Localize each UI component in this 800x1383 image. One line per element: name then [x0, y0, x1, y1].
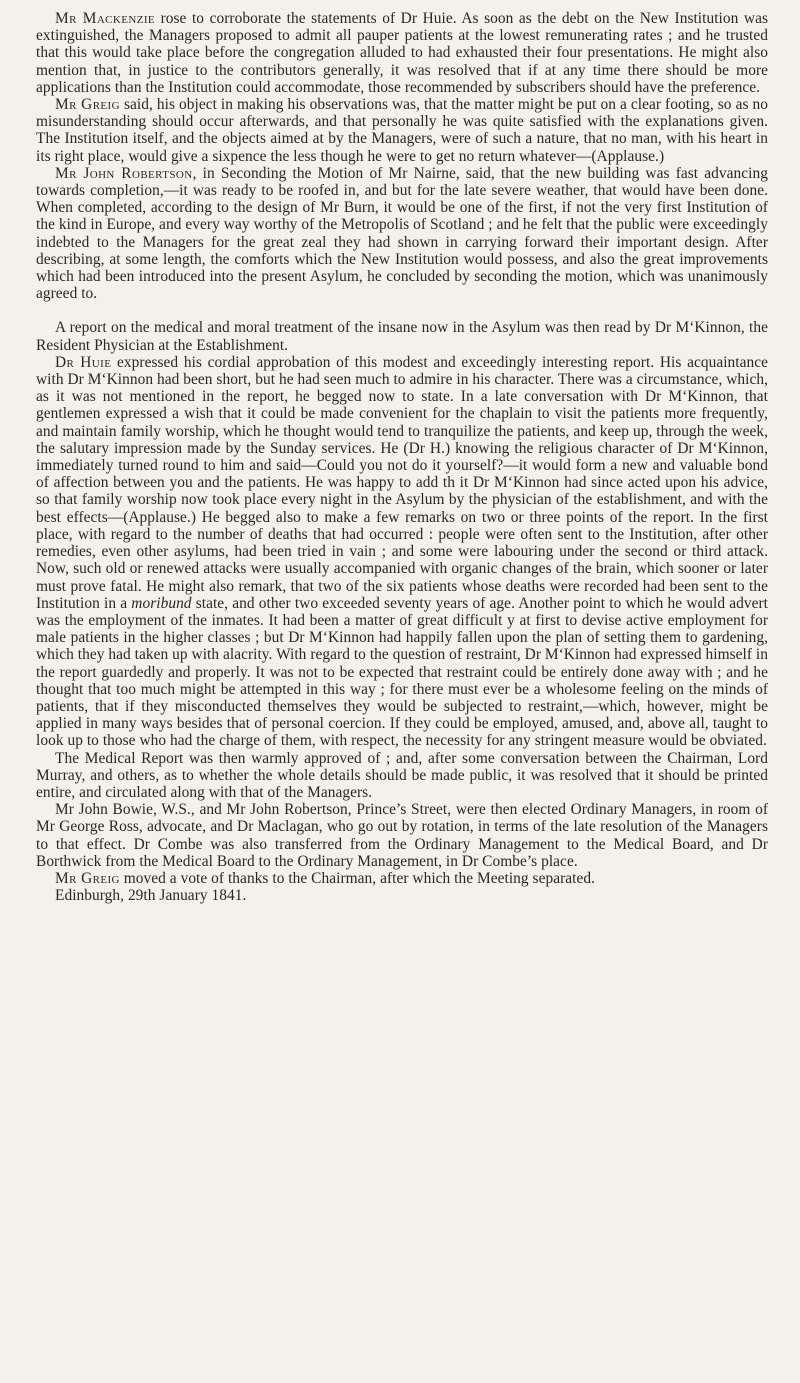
paragraph-text: moved a vote of thanks to the Chairman, after which the Meeting separated.	[119, 869, 596, 887]
paragraph-greig	[36, 96, 768, 165]
paragraph-vote-of-thanks	[36, 870, 768, 887]
paragraph-text: , in Seconding the Motion of Mr Nairne, said, that the new building was fast advancing towards completion,—it was ready to be roofed in, and but for the late severe weather, that would have been done. When completed, according to the design of Mr Burn, it would be one of the first, if not the very first Institution of the kind in Europe, and every way worthy of the Metropolis of Scotland ; and he felt that the public were exceedingly indebted to the Managers for the great zeal they had shown in carrying forward their important design. After describing, at some length, the comforts which the New Institution would possess, and also the great improvements which had been introduced into the present Asylum, he concluded by seconding the motion, which was unanimously agreed to.	[36, 164, 768, 303]
paragraph-text: rose to corroborate the statements of Dr Huie. As soon as the debt on the New Institution was extinguished, the Managers proposed to admit all pauper patients at the lowest remunerating rates ; and he trusted that this would take place before the congregation alluded to had exhausted their four presentations. He might also mention that, in justice to the contributors generally, it was resolved that if at any time there should be more applications than the Institution could accommodate, those recommended by subscribers should have the preference.	[36, 10, 768, 96]
paragraph-report	[36, 319, 768, 353]
speaker-name: Dr Huie	[55, 353, 112, 371]
speaker-name: Mr John Robertson	[55, 164, 193, 182]
paragraph-text: A report on the medical and moral treatment of the insane now in the Asylum was then read by Dr M‘Kinnon, the Resident Physician at the Establishment.	[36, 319, 768, 354]
paragraph-text: said, his object in making his observations was, that the matter might be put on a clear footing, so as no misunderstanding should occur afterwards, and that personally he was quite satisfied with the explanations given. The Institution itself, and the objects aimed at by the Managers, were of such a nature, that no man, with his heart in its right place, would give a sixpence the less though he were to get no return whatever—(Applause.)	[36, 96, 768, 165]
speaker-name: Mr Greig	[55, 869, 120, 887]
speaker-name: Mr Greig	[55, 96, 120, 114]
paragraph-text: The Medical Report was then warmly approved of ; and, after some conversation between the Chairman, Lord Murray, and others, as to whether the whole details should be made public, it was resolved that it should be printed entire, and circulated along with that of the Managers.	[36, 749, 768, 801]
dateline-text: Edinburgh, 29th January 1841.	[55, 887, 247, 905]
article-body	[36, 10, 768, 904]
speaker-name: Mr Mackenzie	[55, 10, 156, 27]
paragraph-medical-report	[36, 750, 768, 802]
emphasis-word: moribund	[131, 594, 192, 612]
paragraph-robertson	[36, 165, 768, 303]
paragraph-election	[36, 801, 768, 870]
paragraph-text: Mr John Bowie, W.S., and Mr John Robertson, Prince’s Street, were then elected Ordinary Managers, in room of Mr George Ross, advocate, and Dr Maclagan, who go out by rotation, in terms of the late resolution of the Managers to that effect. Dr Combe was also transferred from the Ordinary Management to the Medical Board, and Dr Borthwick from the Medical Board to the Ordinary Management, in Dr Combe’s place.	[36, 801, 768, 870]
dateline	[36, 887, 768, 904]
paragraph-text: expressed his cordial approbation of this modest and exceedingly interesting report. His acquaintance with Dr M‘Kinnon had been short, but he had seen much to admire in his character. There was a circumstance, which, as it was not mentioned in the report, he begged now to state. In a late conversation with Dr M‘Kinnon, that gentlemen expressed a wish that it could be made convenient for the chaplain to visit the patients more frequently, and maintain family worship, which he thought would tend to tranquilize the patients, and keep up, through the week, the salutary impression made by the Sunday services. He (Dr H.) knowing the religious character of Dr M‘Kinnon, immediately turned round to him and said—Could you not do it yourself?—it would form a new and valuable bond of affection between you and the patients. He was happy to add th it Dr M‘Kinnon had since acted upon his advice, so that family worship now took place every night in the Asylum by the physician of the establishment, and with the best effects—(Applause.) He begged also to make a few remarks on two or three points of the report. In the first place, with regard to the number of deaths that had occurred : people were often sent to the Institution, after other remedies, even other asylums, had been tried in vain ; and some were labouring under the second or third attack. Now, such old or renewed attacks were usually accompanied with organic changes of the brain, which sooner or later must prove fatal. He might also remark, that two of the six patients whose deaths were recorded had been sent to the Institution in a	[36, 353, 769, 612]
paragraph-text: state, and other two exceeded seventy years of age. Another point to which he would advert was the employment of the inmates. It had been a matter of great difficult y at first to devise active employment for male patients in the higher classes ; but Dr M‘Kinnon had happily fallen upon the plan of setting them to gardening, which they had taken up with alacrity. With regard to the question of restraint, Dr M‘Kinnon had expressed himself in the report guardedly and properly. It was not to be expected that restraint could be entirely done away with ; and he thought that too much might be attempted in this way ; for there must ever be a wholesome feeling on the minds of patients, that if they misconducted themselves they would be subjected to restraint,—which, however, might be applied in many ways besides that of personal coercion. If they could be employed, amused, and, above all, taught to look up to those who had the charge of them, with respect, the necessity for any stringent measure would be obviated.	[36, 594, 768, 750]
paragraph-huie	[36, 354, 768, 750]
paragraph-mackenzie	[36, 10, 768, 96]
